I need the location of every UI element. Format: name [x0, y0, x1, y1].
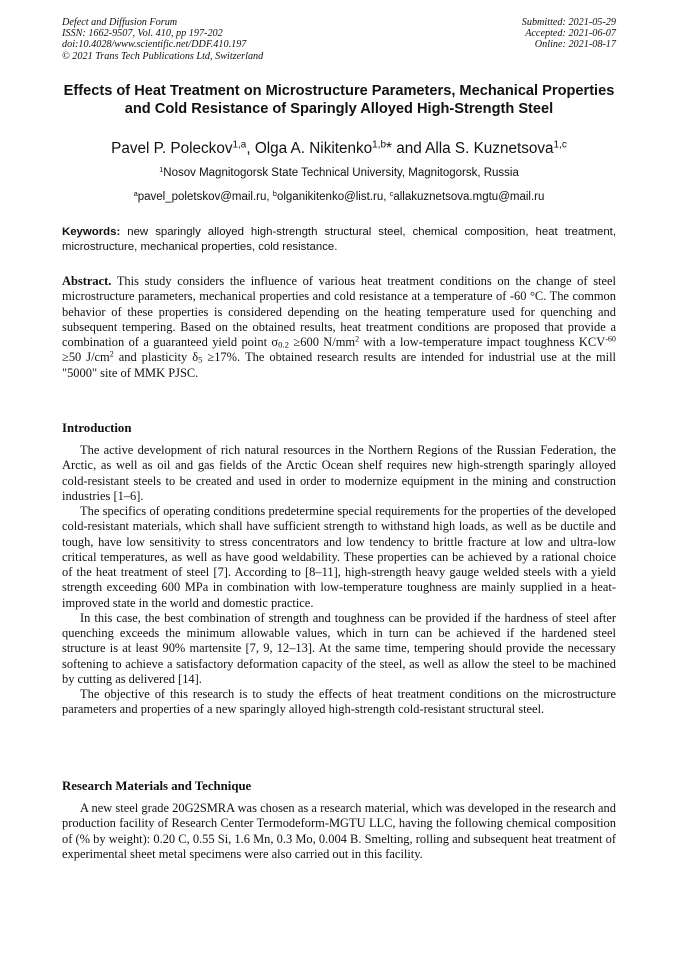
- paragraph: In this case, the best combination of strength and toughness can be provided if the hardness of steel after quenching exceeds the minimum allowable values, which in turn can be achieved if the hardened steel structure is at least 90% martensite [7, 9, 12–13]. At the same time, tempering should provide the necessary softening to achieve a satisfactory deformation capacity of the steel, as well as allow the steel to be machined by cutting as delivered [14].: [62, 610, 616, 686]
- author-separator: * and: [386, 140, 426, 157]
- author-affiliation-mark: 1,b: [372, 139, 386, 151]
- abstract-text: with a low-temperature impact toughness KCV: [359, 335, 606, 349]
- abstract-text: This study considers the influence of various heat treatment conditions on the change of steel microstructure parameters, mechanical properties and cold resistance at a temperature of -60 °C. The common behavior of these properties is considered depending on the heating temperature used for quenching and subsequent tempering. Based on the obtained results, heat treatment conditions are proposed that provide a combination of a guaranteed yield point σ: [62, 274, 616, 349]
- abstract-text: ≥600 N/mm: [289, 335, 356, 349]
- keywords-text: new sparingly alloyed high-strength structural steel, chemical composition, heat treatment, microstructure, mechanical properties, cold resistance.: [62, 226, 616, 253]
- section-heading-introduction: Introduction: [62, 421, 132, 435]
- email-mark: b: [272, 188, 277, 198]
- journal-name: Defect and Diffusion Forum: [62, 17, 178, 28]
- abstract-text: and plasticity δ: [113, 350, 199, 365]
- abstract-superscript: -60: [605, 334, 616, 344]
- email-address: olganikitenko@list.ru,: [276, 191, 390, 203]
- paragraph: The objective of this research is to study the effects of heat treatment conditions on the microstructure parameters and properties of a new sparingly alloyed high-strength cold-resistant structural steel.: [62, 687, 616, 717]
- issn-line: ISSN: 1662-9507, Vol. 410, pp 197-202: [62, 28, 223, 40]
- abstract-subscript: 0.2: [278, 339, 290, 350]
- email-mark: c: [389, 188, 394, 198]
- abstract-superscript: 2: [109, 349, 114, 359]
- submitted-date: Submitted: 2021-05-29: [521, 17, 616, 28]
- email-mark: a: [133, 188, 138, 198]
- online-date: Online: 2021-08-17: [534, 39, 616, 51]
- abstract-superscript: 2: [355, 334, 360, 344]
- author-list: [62, 140, 616, 158]
- email-address: pavel_poletskov@mail.ru,: [137, 191, 273, 203]
- email-address: allakuznetsova.mgtu@mail.ru: [393, 191, 545, 203]
- accepted-date: Accepted: 2021-06-07: [525, 28, 616, 40]
- paragraph: A new steel grade 20G2SMRA was chosen as a research material, which was developed in the research and production facility of Research Center Termodeform-MGTU LLC, having the following chemical composition of (% by weight): 0.20 C, 0.55 Si, 1.6 Mn, 0.3 Mo, 0.004 B. Smelting, rolling and subsequent heat treatment of experimental sheet metal specimens were also carried out in this facility.: [62, 801, 616, 861]
- abstract-label: Abstract.: [62, 274, 112, 288]
- author-affiliation-mark: 1,a: [232, 139, 247, 151]
- author-separator: ,: [246, 140, 255, 157]
- abstract: [62, 274, 616, 381]
- doi-line: doi:10.4028/www.scientific.net/DDF.410.197: [62, 39, 247, 51]
- author-name: Pavel P. Poleckov: [111, 140, 233, 157]
- paragraph: The specifics of operating conditions predetermine special requirements for the properties of the developed cold-resistant materials, which shall have sufficient strength to withstand high loads, as well as be ductile and tough, have low sensitivity to stress concentrators and low tendency to brittle fracture at low and ultra-low critical temperatures, as well as have good weldability. These properties can be achieved by a rational choice of the heat treatment of steel [7]. According to [8–11], high-strength heavy gauge welded steels with a yield strength exceeding 600 MPa in combination with low-temperature toughness are mainly supplied in a heat-improved state in the world and domestic practice.: [62, 504, 616, 610]
- author-emails: [62, 190, 616, 204]
- affiliation: [62, 166, 616, 180]
- research-materials-body: [62, 801, 616, 862]
- affiliation-mark: 1: [159, 164, 164, 174]
- keywords-label: Keywords:: [62, 226, 121, 238]
- publication-dates: [522, 17, 616, 51]
- author-affiliation-mark: 1,c: [553, 139, 567, 151]
- paper-title: Effects of Heat Treatment on Microstructure Parameters, Mechanical Properties and Cold Resistance of Sparingly Alloyed High-Strength Steel: [63, 83, 615, 118]
- abstract-text: ≥50 J/cm: [62, 350, 110, 365]
- journal-info: [62, 17, 263, 62]
- keywords: [62, 225, 616, 254]
- introduction-body: [62, 443, 616, 718]
- abstract-subscript: 5: [198, 354, 203, 365]
- section-heading-research-materials: Research Materials and Technique: [62, 779, 252, 793]
- copyright-line: © 2021 Trans Tech Publications Ltd, Switzerland: [62, 50, 264, 62]
- affiliation-text: Nosov Magnitogorsk State Technical University, Magnitogorsk, Russia: [163, 167, 519, 179]
- paragraph: The active development of rich natural resources in the Northern Regions of the Russian Federation, the Arctic, as well as oil and gas fields of the Arctic Ocean shelf requires new high-strength sparingly alloyed cold-resistant steels to be created and used in order to modernize equipment in the mining and construction industries [1–6].: [62, 443, 616, 503]
- abstract-text: ≥17%. The obtained research results are intended for industrial use at the mill "5000" site of MMK PJSC.: [62, 350, 616, 380]
- author-name: Olga A. Nikitenko: [254, 140, 373, 157]
- author-name: Alla S. Kuznetsova: [425, 140, 554, 157]
